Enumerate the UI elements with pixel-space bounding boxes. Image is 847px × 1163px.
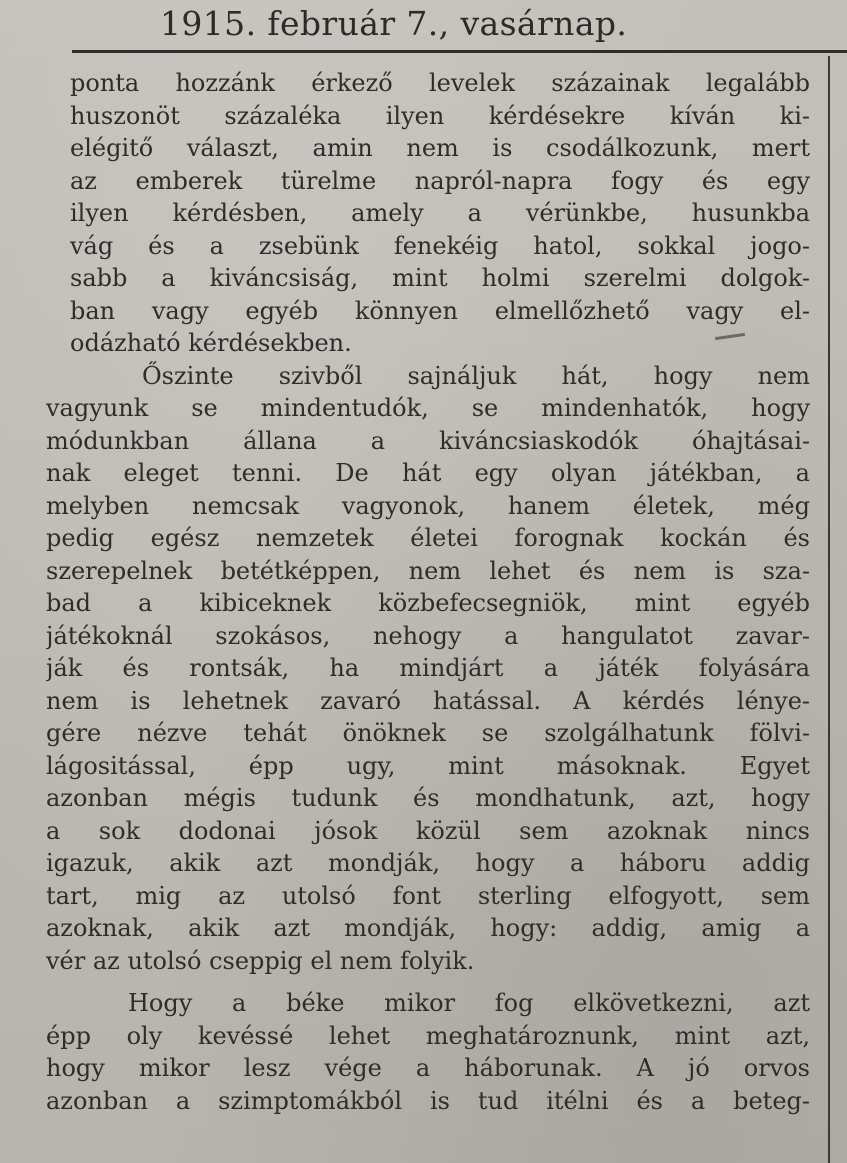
text-line: elégitő választ, amin nem is csodálkozunk, mert [70, 134, 810, 162]
text-line: az emberek türelme napról-napra fogy és egy [70, 166, 810, 195]
text-line: nak eleget tenni. De hát egy olyan játékban, a [46, 459, 810, 487]
text-line: ilyen kérdésben, amely a vérünkbe, husunkba [70, 199, 810, 227]
text-line: Hogy a béke mikor fog elkövetkezni, azt [128, 989, 810, 1017]
text-line: bad a kibiceknek közbefecsegniök, mint egyéb [46, 589, 810, 617]
text-line: gére nézve tehát önöknek se szolgálhatunk fölvi- [46, 719, 810, 747]
text-line: melyben nemcsak vagyonok, hanem életek, még [46, 491, 810, 520]
text-line: vág és a zsebünk fenekéig hatol, sokkal jogo- [70, 231, 810, 260]
text-line: lágositással, épp ugy, mint másoknak. Egyet [46, 751, 810, 780]
text-line: épp oly kevéssé lehet meghatároznunk, mint azt, [46, 1021, 810, 1050]
text-line: igazuk, akik azt mondják, hogy a háboru addig [46, 849, 810, 877]
text-line: huszonöt százaléka ilyen kérdésekre kíván ki- [70, 101, 810, 130]
header-rule [72, 50, 847, 53]
text-line: nem is lehetnek zavaró hatással. A kérdés lénye- [46, 686, 810, 715]
text-line: hogy mikor lesz vége a háborunak. A jó orvos [46, 1054, 810, 1082]
text-line: ponta hozzánk érkező levelek százainak legalább [70, 69, 810, 97]
article-column [46, 67, 810, 1117]
text-line: azoknak, akik azt mondják, hogy: addig, amig a [46, 914, 810, 942]
text-line: vér az utolsó cseppig el nem folyik. [46, 946, 475, 975]
text-line: a sok dodonai jósok közül sem azoknak nincs [46, 816, 810, 845]
text-line: odázható kérdésekben. [70, 329, 352, 357]
text-line: tart, mig az utolsó font sterling elfogyott, sem [46, 881, 810, 910]
text-line: sabb a kiváncsiság, mint holmi szerelmi dolgok- [70, 264, 810, 292]
text-line: ják és rontsák, ha mindjárt a játék folyására [46, 654, 810, 682]
text-line: azonban mégis tudunk és mondhatunk, azt, hogy [46, 784, 810, 812]
text-line: szerepelnek betétképpen, nem lehet és nem is sza- [46, 556, 810, 585]
text-line: vagyunk se mindentudók, se mindenhatók, hogy [46, 394, 810, 422]
text-line: azonban a szimptomákból is tud itélni és a beteg- [46, 1086, 810, 1115]
text-line: ban vagy egyéb könnyen elmellőzhető vagy el- [70, 296, 810, 325]
text-line: módunkban állana a kiváncsiaskodók óhajtásai- [46, 426, 810, 455]
text-line: játékoknál szokásos, nehogy a hangulatot zavar- [46, 621, 810, 650]
article-paragraph-1 [70, 67, 810, 360]
page-dateline: 1915. február 7., vasárnap. [160, 4, 628, 43]
text-line: pedig egész nemzetek életei forognak kockán és [46, 524, 810, 552]
article-paragraph-2 [46, 360, 810, 978]
column-divider [828, 56, 830, 1163]
text-line: Őszinte szivből sajnáljuk hát, hogy nem [142, 361, 810, 390]
article-paragraph-3 [46, 987, 810, 1117]
